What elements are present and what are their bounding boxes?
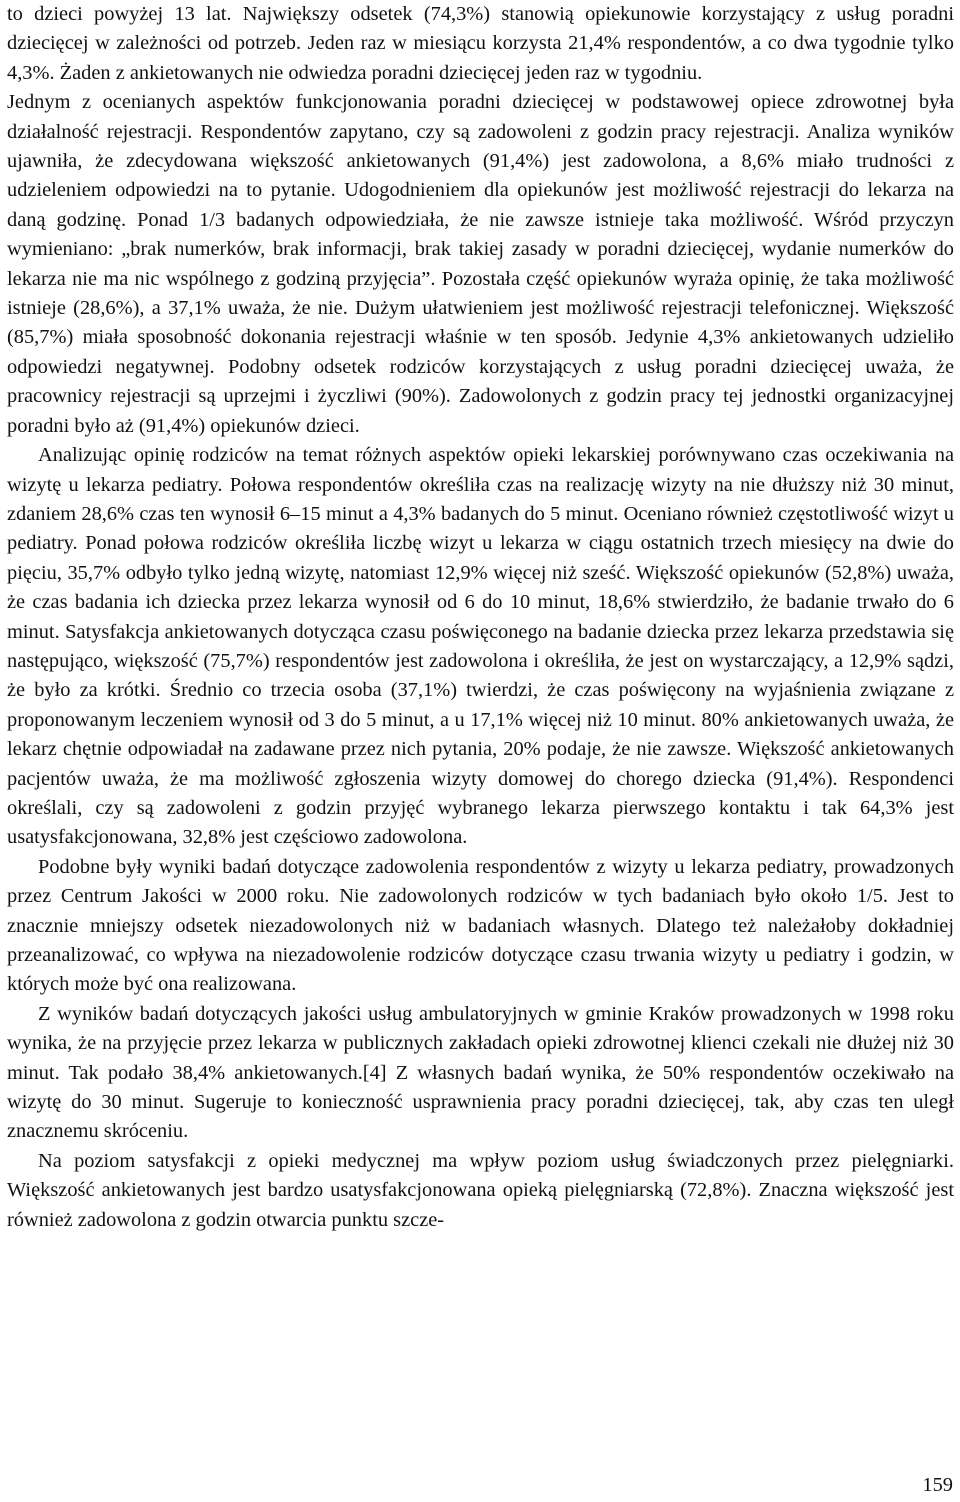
paragraph-4: Podobne były wyniki badań dotyczące zadowolenia respondentów z wizyty u lekarza pediatry, prowadzonych przez Centrum Jakości w 2000 roku. Nie zadowolonych rodziców w tych badaniach było około 1/5. Jest to znacznie mniejszy odsetek niezadowolonych niż w badaniach własnych. Dlatego też należałoby dokładniej przeanalizować, co wpływa na niezadowolenie rodziców dotyczące czasu trwania wizyty u pediatry i godzin, w których może być ona realizowana. [7,855,954,996]
paragraph-2: Jednym z ocenianych aspektów funkcjonowania poradni dziecięcej w podstawowej opiece zdrowotnej była działalność rejestracji. Respondentów zapytano, czy są zadowoleni z godzin pracy rejestracji. Analiza wyników ujawniła, że zdecydowana większość ankietowanych (91,4%) jest zadowolona, a 8,6% miało trudności z udzieleniem odpowiedzi na to pytanie. Udogodnieniem dla opiekunów jest możliwość rejestracji do lekarza na daną godzinę. Ponad 1/3 badanych odpowiedziała, że nie zawsze istnieje taka możliwość. Wśród przyczyn wymieniano: „brak numerków, brak informacji, brak takiej zasady w poradni dziecięcej, wydanie numerków do lekarza nie ma nic wspólnego z godziną przyjęcia”. Pozostała część opiekunów wyraża opinię, że taka możliwość istnieje (28,6%), a 37,1% uważa, że nie. Dużym ułatwieniem jest możliwość rejestracji telefonicznej. Większość (85,7%) miała sposobność dokonania rejestracji właśnie w ten sposób. Jedynie 4,3% ankietowanych udzieliło odpowiedzi negatywnej. Podobny odsetek rodziców korzystających z usług poradni dziecięcej uważa, że pracownicy rejestracji są uprzejmi i życzliwi (90%). Zadowolonych z godzin pracy tej jednostki organizacyjnej poradni było aż (91,4%) opiekunów dzieci. [7,91,954,437]
paragraph-5: Z wyników badań dotyczących jakości usług ambulatoryjnych w gminie Kraków prowadzonych w 1998 roku wynika, że na przyjęcie przez lekarza w publicznych zakładach opieki zdrowotnej klienci czekali nie dłużej niż 30 minut. Tak podało 38,4% ankietowanych.[4] Z własnych badań wynika, że 50% respondentów oczekiwało na wizytę do 30 minut. Sugeruje to konieczność usprawnienia pracy poradni dziecięcej, tak, aby czas ten uległ znacznemu skróceniu. [7,1002,954,1143]
page-number: 159 [922,1474,953,1496]
paragraph-3: Analizując opinię rodziców na temat różnych aspektów opieki lekarskiej porównywano czas oczekiwania na wizytę u lekarza pediatry. Połowa respondentów określiła czas na realizację wizyty na nie dłuższy niż 30 minut, zdaniem 28,6% czas ten wynosił 6–15 minut a 4,3% badanych do 5 minut. Oceniano również częstotliwość wizyt u pediatry. Ponad połowa rodziców określiła liczbę wizyt u lekarza w ciągu ostatnich trzech miesięcy na dwie do pięciu, 35,7% odbyło tylko jedną wizytę, natomiast 12,9% więcej niż sześć. Większość opiekunów (52,8%) uważa, że czas badania ich dziecka przez lekarza wynosił od 6 do 10 minut, 18,6% stwierdziło, że badanie trwało do 6 minut. Satysfakcja ankietowanych dotycząca czasu poświęconego na badanie dziecka przez lekarza przedstawia się następująco, większość (75,7%) respondentów jest zadowolona i określiła, że jest on wystarczający, a 12,9% sądzi, że było za krótki. Średnio co trzecia osoba (37,1%) twierdzi, że czas poświęcony na wyjaśnienia związane z proponowanym leczeniem wynosił od 3 do 5 minut, a u 17,1% więcej niż 10 minut. 80% ankietowanych uważa, że lekarz chętnie odpowiadał na zadawane przez nich pytania, 20% podaje, że nie zawsze. Większość ankietowanych pacjentów uważa, że ma możliwość zgłoszenia wizyty domowej do chorego dziecka (91,4%). Respondenci określali, czy są zadowoleni z godzin przyjęć wybranego lekarza pierwszego kontaktu i tak 64,3% jest usatysfakcjonowana, 32,8% jest częściowo zadowolona. [7,444,954,849]
paragraph-1: to dzieci powyżej 13 lat. Największy odsetek (74,3%) stanowią opiekunowie korzystający z usług poradni dziecięcej w zależności od potrzeb. Jeden raz w miesiącu korzysta 21,4% respondentów, a co dwa tygodnie tylko 4,3%. Żaden z ankietowanych nie odwiedza poradni dziecięcej jeden raz w tygodniu. [7,3,954,84]
paragraph-6: Na poziom satysfakcji z opieki medycznej ma wpływ poziom usług świadczonych przez pielęgniarki. Większość ankietowanych jest bardzo usatysfakcjonowana opieką pielęgniarską (72,8%). Znaczna większość jest również zadowolona z godzin otwarcia punktu szcze- [7,1149,954,1231]
document-page [7,0,954,1235]
